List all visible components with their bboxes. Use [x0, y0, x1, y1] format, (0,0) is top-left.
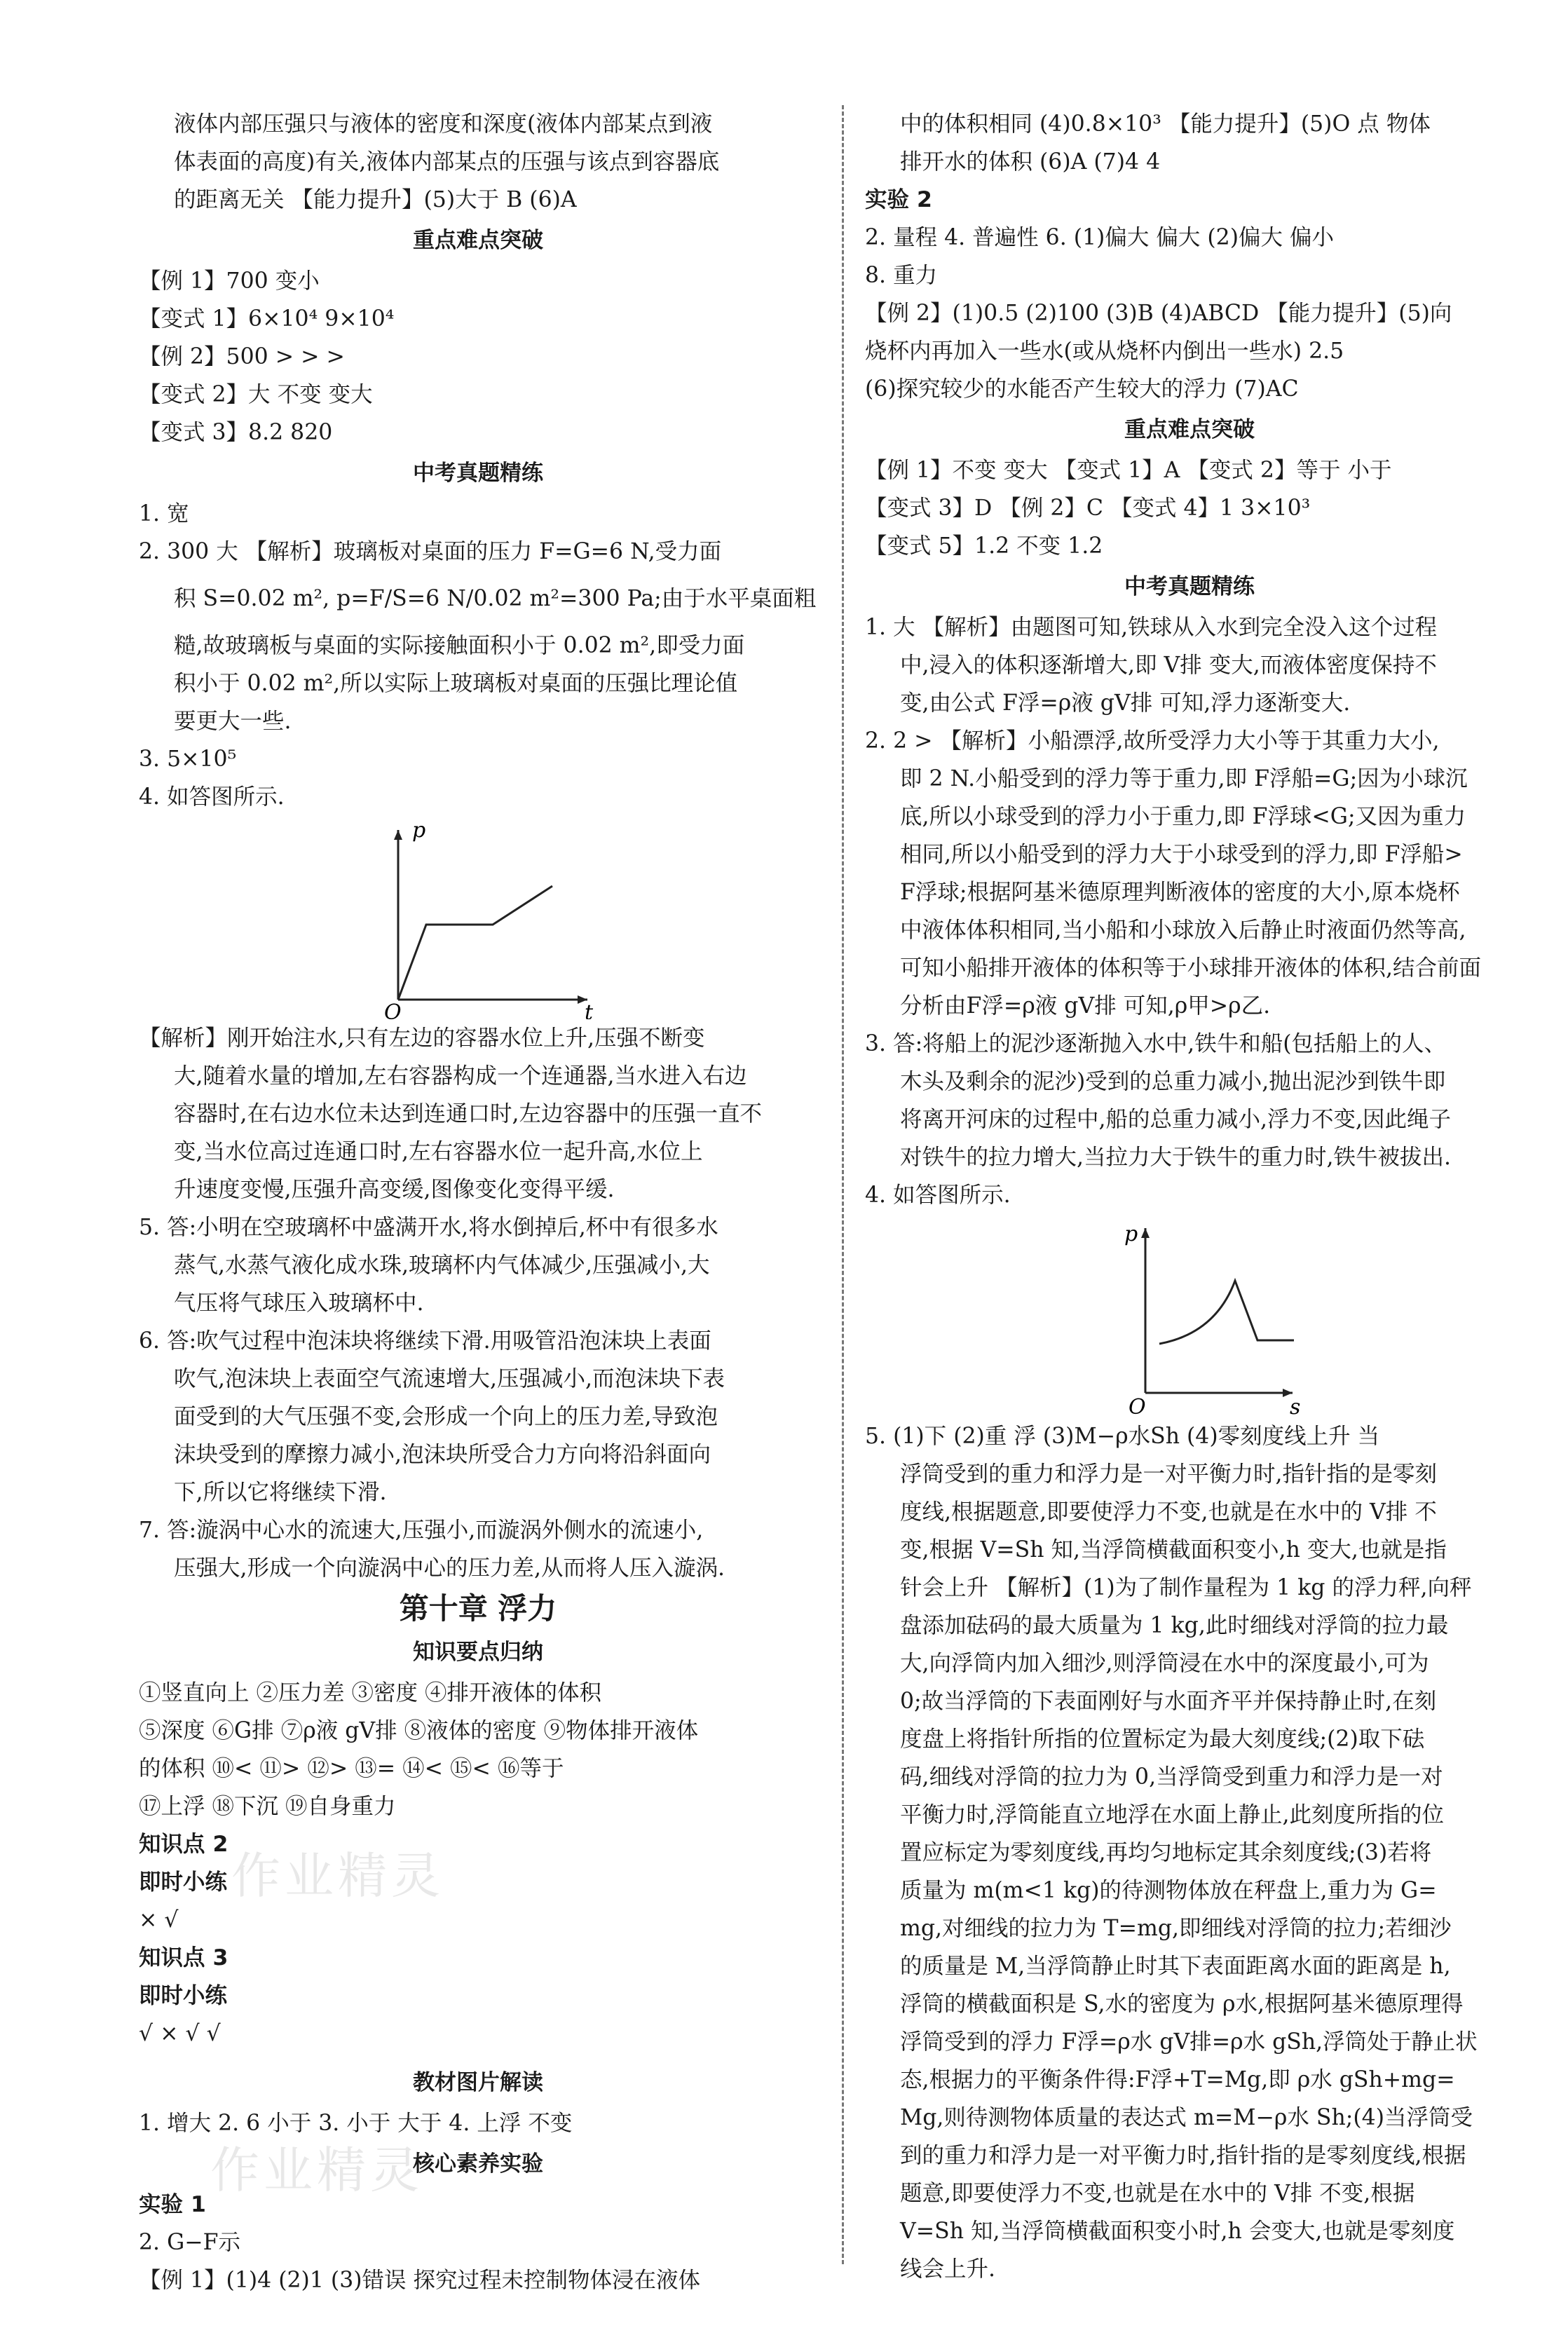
section-heading: 核心素养实验 [413, 2151, 543, 2177]
text-line: 【例 1】不变 变大 【变式 1】A 【变式 2】等于 小于 [865, 458, 1392, 483]
text-line: 【解析】刚开始注水,只有左边的容器水位上升,压强不断变 [139, 1026, 705, 1051]
text-line: 3. 答:将船上的泥沙逐渐抛入水中,铁牛和船(包括船上的人、 [865, 1031, 1446, 1056]
text-line: 【例 2】(1)0.5 (2)100 (3)B (4)ABCD 【能力提升】(5)向 [865, 301, 1452, 326]
text-line: 容器时,在右边水位未达到连通口时,左边容器中的压强一直不 [174, 1101, 763, 1126]
text-line: 的质量是 M,当浮筒静止时其下表面距离水面的距离是 h, [900, 1954, 1451, 1979]
text-line: 题意,即要使浮力不变,也就是在水中的 V排 不变,根据 [900, 2181, 1415, 2206]
text-line: Mg,则待测物体质量的表达式 m=M−ρ水 Sh;(4)当浮筒受 [900, 2105, 1473, 2130]
text-line: 变,由公式 F浮=ρ液 gV排 可知,浮力逐渐变大. [900, 690, 1351, 716]
text-line: 7. 答:漩涡中心水的流速大,压强小,而漩涡外侧水的流速小, [139, 1518, 704, 1543]
text-line: 5. 答:小明在空玻璃杯中盛满开水,将水倒掉后,杯中有很多水 [139, 1215, 718, 1240]
text-line: 0;故当浮筒的下表面刚好与水面齐平并保持静止时,在刻 [900, 1689, 1437, 1714]
text-line: 对铁牛的拉力增大,当拉力大于铁牛的重力时,铁牛被拔出. [900, 1145, 1452, 1170]
section-heading: 中考真题精练 [413, 461, 543, 486]
text-line: 置应标定为零刻度线,再均匀地标定其余刻度线;(3)若将 [900, 1840, 1432, 1865]
y-axis-label: p [412, 818, 426, 843]
text-line: 3. 5×10⁵ [139, 747, 237, 772]
text-line: 变,当水位高过连通口时,左右容器水位一起升高,水位上 [174, 1139, 703, 1164]
x-axis-label: s [1290, 1395, 1301, 1417]
subheading: 实验 2 [865, 187, 932, 212]
text-line: 可知小船排开液体的体积等于小球排开液体的体积,结合前面 [900, 955, 1482, 981]
section-heading: 知识要点归纳 [413, 1640, 543, 1665]
right-column [865, 105, 1514, 2288]
text-line: 8. 重力 [865, 263, 938, 288]
text-line: 4. 如答图所示. [865, 1183, 1011, 1208]
text-line: 浮筒受到的重力和浮力是一对平衡力时,指针指的是零刻 [900, 1462, 1438, 1487]
text-line: 盘添加砝码的最大质量为 1 kg,此时细线对浮筒的拉力最 [900, 1613, 1449, 1638]
subheading: 知识点 2 [139, 1832, 229, 1857]
text-line: 排开水的体积 (6)A (7)4 4 [900, 149, 1161, 175]
text-line: 积小于 0.02 m²,所以实际上玻璃板对桌面的压强比理论值 [174, 671, 738, 696]
text-line: × √ [139, 1907, 179, 1933]
subheading: 知识点 3 [139, 1945, 229, 1970]
text-line: 中,浸入的体积逐渐增大,即 V排 变大,而液体密度保持不 [900, 653, 1437, 678]
origin-label: O [1129, 1395, 1146, 1417]
text-line: 2. 300 大 【解析】玻璃板对桌面的压力 F=G=6 N,受力面 [139, 539, 722, 564]
text-line: 6. 答:吹气过程中泡沫块将继续下滑.用吸管沿泡沫块上表面 [139, 1328, 711, 1354]
text-line: 要更大一些. [174, 709, 292, 734]
section-heading: 重点难点突破 [1124, 417, 1255, 442]
text-line: 相同,所以小船受到的浮力大于小球受到的浮力,即 F浮船> [900, 842, 1463, 867]
chapter-title: 第十章 浮力 [399, 1591, 557, 1626]
watermark: 作业精灵 [231, 1847, 444, 1905]
text-line: 浮筒受到的浮力 F浮=ρ水 gV排=ρ水 gSh,浮筒处于静止状 [900, 2029, 1478, 2055]
text-line: 2. 量程 4. 普遍性 6. (1)偏大 偏大 (2)偏大 偏小 [865, 225, 1335, 250]
text-line: 积 S=0.02 m², p=F/S=6 N/0.02 m²=300 Pa;由于水平桌面粗 [174, 586, 817, 611]
text-line: 1. 宽 [139, 501, 189, 526]
text-line: 2. 2 > 【解析】小船漂浮,故所受浮力大小等于其重力大小, [865, 728, 1440, 754]
pressure-curve [1159, 1281, 1294, 1344]
text-line: (6)探究较少的水能否产生较大的浮力 (7)AC [865, 376, 1299, 402]
text-line: 质量为 m(m<1 kg)的待测物体放在秤盘上,重力为 G= [900, 1878, 1437, 1903]
text-line: 1. 大 【解析】由题图可知,铁球从入水到完全没入这个过程 [865, 615, 1438, 640]
subheading: 即时小练 [139, 1983, 228, 2008]
text-line: 将离开河床的过程中,船的总重力减小,浮力不变,因此绳子 [900, 1107, 1452, 1132]
text-line: 【变式 2】大 不变 变大 [139, 382, 373, 407]
text-line: 【变式 3】D 【例 2】C 【变式 4】1 3×10³ [865, 496, 1311, 521]
text-line: 中液体体积相同,当小船和小球放入后静止时液面仍然等高, [900, 918, 1466, 943]
text-line: 的体积 ⑩< ⑪> ⑫> ⑬= ⑭< ⑮< ⑯等于 [139, 1756, 564, 1781]
text-line: 【变式 5】1.2 不变 1.2 [865, 533, 1103, 559]
text-line: 2. G−F示 [139, 2230, 240, 2255]
text-line: 【变式 1】6×10⁴ 9×10⁴ [139, 306, 395, 332]
text-line: 吹气,泡沫块上表面空气流速增大,压强减小,而泡沫块下表 [174, 1366, 725, 1391]
text-line: 蒸气,水蒸气液化成水珠,玻璃杯内气体减少,压强减小,大 [174, 1253, 710, 1278]
text-line: 木头及剩余的泥沙)受到的总重力减小,抛出泥沙到铁牛即 [900, 1069, 1446, 1094]
y-axis-label: p [1124, 1222, 1138, 1246]
text-line: √ × √ √ [139, 2021, 221, 2046]
pressure-curve [398, 886, 552, 1000]
text-line: 浮筒的横截面积是 S,水的密度为 ρ水,根据阿基米德原理得 [900, 1992, 1464, 2017]
text-line: ①竖直向上 ②压力差 ③密度 ④排开液体的体积 [139, 1680, 602, 1706]
text-line: ⑤深度 ⑥G排 ⑦ρ液 gV排 ⑧液体的密度 ⑨物体排开液体 [139, 1718, 699, 1743]
text-line: 大,随着水量的增加,左右容器构成一个连通器,当水进入右边 [174, 1063, 747, 1089]
text-line: 大,向浮筒内加入细沙,则浮筒浸在水中的深度最小,可为 [900, 1651, 1429, 1676]
text-line: 态,根据力的平衡条件得:F浮+T=Mg,即 ρ水 gSh+mg= [900, 2067, 1455, 2092]
text-line: 到的重力和浮力是一对平衡力时,指针指的是零刻度线,根据 [900, 2143, 1466, 2168]
text-line: 即 2 N.小船受到的浮力等于重力,即 F浮船=G;因为小球沉 [900, 766, 1468, 791]
text-line: 【例 2】500 > > > [139, 344, 345, 369]
text-line: 码,细线对浮筒的拉力为 0,当浮筒受到重力和浮力是一对 [900, 1764, 1443, 1790]
text-line: 【例 1】(1)4 (2)1 (3)错误 探究过程未控制物体浸在液体 [139, 2268, 701, 2293]
subheading: 实验 1 [139, 2192, 206, 2217]
text-line: F浮球;根据阿基米德原理判断液体的密度的大小,原本烧杯 [900, 880, 1460, 905]
text-line: 的距离无关 【能力提升】(5)大于 B (6)A [174, 187, 577, 212]
subheading: 即时小练 [139, 1870, 228, 1895]
text-line: 度线,根据题意,即要使浮力不变,也就是在水中的 V排 不 [900, 1499, 1437, 1525]
pressure-time-graph [139, 816, 817, 1019]
text-line: 下,所以它将继续下滑. [174, 1480, 387, 1505]
x-axis-label: t [585, 1000, 594, 1019]
text-line: 面受到的大气压强不变,会形成一个向上的压力差,导致泡 [174, 1404, 718, 1429]
text-line: 升速度变慢,压强升高变缓,图像变化变得平缓. [174, 1177, 615, 1202]
text-line: 体表面的高度)有关,液体内部某点的压强与该点到容器底 [174, 149, 720, 175]
text-line: V=Sh 知,当浮筒横截面积变小时,h 会变大,也就是零刻度 [900, 2219, 1455, 2244]
y-axis-arrow [1141, 1228, 1150, 1238]
text-line: 压强大,形成一个向漩涡中心的压力差,从而将人压入漩涡. [174, 1556, 725, 1581]
text-line: 度盘上将指针所指的位置标定为最大刻度线;(2)取下砝 [900, 1727, 1425, 1752]
text-line: 5. (1)下 (2)重 浮 (3)M−ρ水Sh (4)零刻度线上升 当 [865, 1424, 1380, 1449]
text-line: 中的体积相同 (4)0.8×10³ 【能力提升】(5)O 点 物体 [900, 111, 1431, 137]
text-line: 糙,故玻璃板与桌面的实际接触面积小于 0.02 m²,即受力面 [174, 633, 745, 658]
text-line: 4. 如答图所示. [139, 784, 285, 810]
text-line: 平衡力时,浮筒能直立地浮在水面上静止,此刻度所指的位 [900, 1802, 1445, 1827]
text-line: 底,所以小球受到的浮力小于重力,即 F浮球<G;又因为重力 [900, 804, 1466, 829]
text-line: 沫块受到的摩擦力减小,泡沫块所受合力方向将沿斜面向 [174, 1442, 711, 1467]
text-line: mg,对细线的拉力为 T=mg,即细线对浮筒的拉力;若细沙 [900, 1916, 1452, 1941]
watermark: 作业精灵 [210, 2142, 423, 2199]
text-line: 1. 增大 2. 6 小于 3. 小于 大于 4. 上浮 不变 [139, 2111, 573, 2136]
text-line: 烧杯内再加入一些水(或从烧杯内倒出一些水) 2.5 [865, 339, 1344, 364]
text-line: 液体内部压强只与液体的密度和深度(液体内部某点到液 [174, 111, 713, 137]
text-line: 【变式 3】8.2 820 [139, 420, 333, 445]
text-line: 针会上升 【解析】(1)为了制作量程为 1 kg 的浮力秤,向秤 [900, 1575, 1472, 1600]
column-divider [842, 105, 844, 2264]
section-heading: 中考真题精练 [1124, 574, 1255, 599]
text-line: 变,根据 V=Sh 知,当浮筒横截面积变小,h 变大,也就是指 [900, 1537, 1447, 1563]
text-line: 气压将气球压入玻璃杯中. [174, 1291, 424, 1316]
origin-label: O [384, 1000, 402, 1019]
left-column [139, 105, 817, 2299]
text-line: 【例 1】700 变小 [139, 268, 320, 294]
section-heading: 教材图片解读 [413, 2070, 543, 2095]
text-line: 线会上升. [900, 2256, 996, 2282]
text-line: ⑰上浮 ⑱下沉 ⑲自身重力 [139, 1794, 396, 1819]
pressure-distance-graph [865, 1214, 1514, 1417]
section-heading: 重点难点突破 [413, 228, 543, 253]
text-line: 分析由F浮=ρ液 gV排 可知,ρ甲>ρ乙. [900, 993, 1271, 1019]
y-axis-arrow [394, 830, 402, 840]
